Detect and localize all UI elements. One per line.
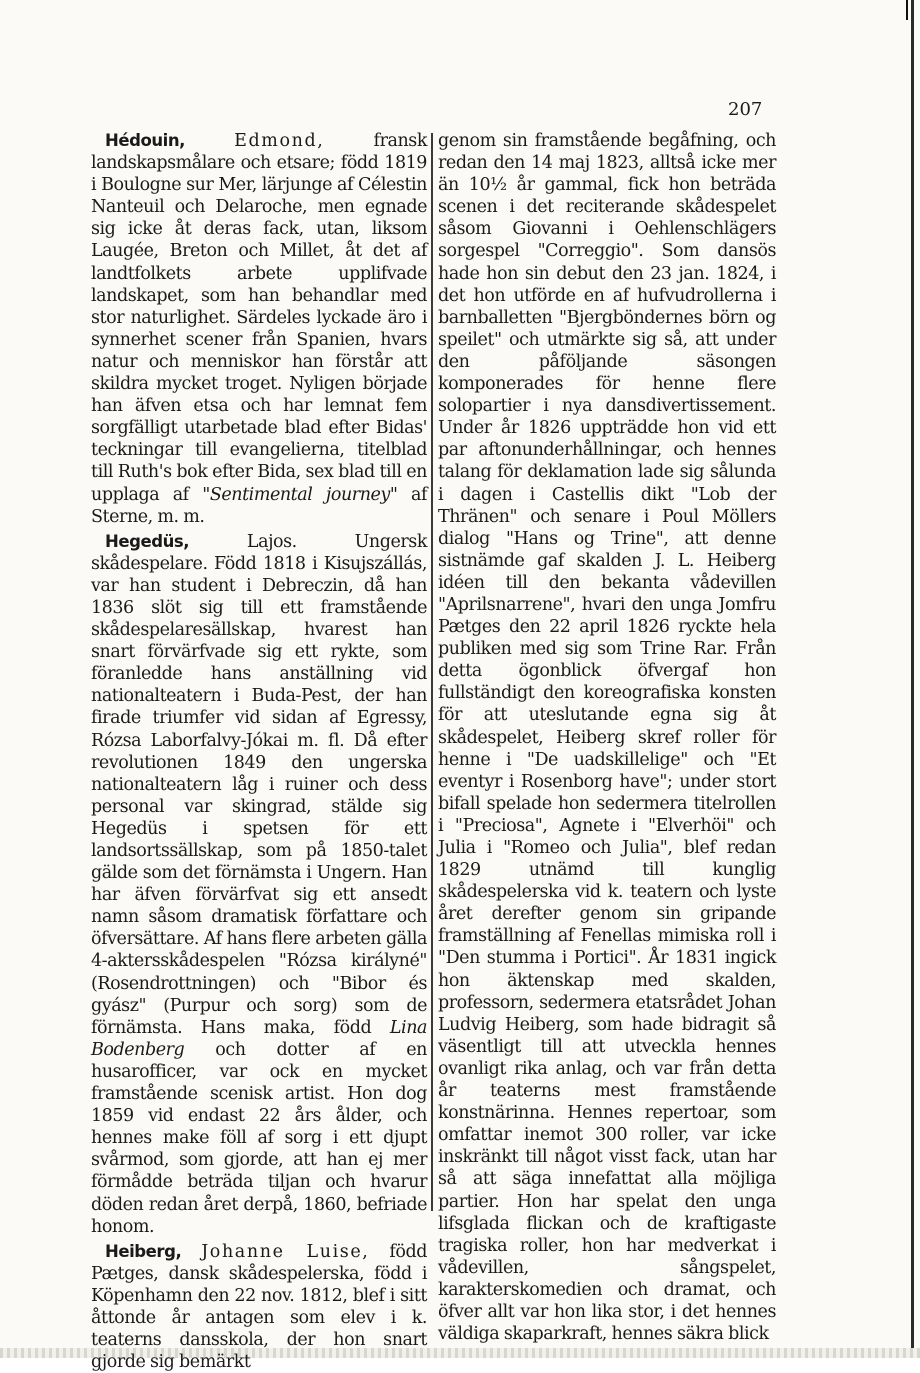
page-edge-right (911, 0, 914, 1358)
entry-text-heiberg: född Pætges, dansk skådespelerska, född i Köpenhamn den 22 nov. 1812, blef i sitt åttonde år antagen som elev i k. teaterns dansskola, der hon snart gjorde sig bemärkt (91, 1241, 427, 1373)
entry-hegedus (91, 531, 427, 1238)
left-column (91, 130, 427, 1373)
entry-heiberg (91, 1241, 427, 1373)
entry-tail-hedouin: af Sterne, m. m. (91, 484, 427, 527)
given-name-hedouin: Edmond, (234, 131, 325, 151)
italic-title-sentimental-journey: "Sentimental journey" (202, 484, 398, 505)
headword-hegedus: Hegedüs, (105, 531, 190, 551)
column-divider (431, 133, 433, 1211)
entry-text-hegedus-2: och dotter af en husarofficer, var ock en mycket framstående scenisk artist. Hon dog 1859 vid endast 22 års ålder, och hennes make föll af sorg i ett djupt svårmod, som gjorde, att han ej mer förmådde beträda tiljan och hvarur döden redan året derpå, 1860, befriade honom. (91, 1039, 427, 1237)
entry-hedouin (91, 130, 427, 528)
page-number: 207 (728, 99, 763, 120)
entry-heiberg-continued: genom sin framstående begåfning, och redan den 14 maj 1823, alltså icke mer än 10½ år gammal, fick hon beträda scenen i det reciterande skådespelet såsom Giovanni i Oehlenschlägers sorgespel "Correggio". Som dansös hade hon sin debut den 23 jan. 1824, i det hon utförde en af hufvudrollerna i barnballetten "Bjergböndernes börn og speilet" och utmärkte sig så, att under den påföljande säsongen komponerades för henne flere solopartier i nya dansdivertissement. Under år 1826 uppträdde hon vid ett par aftonunderhållningar, och hennes talang för deklamation lade sig sålunda i dagen i Castellis dikt "Lob der Thränen" och senare i Poul Möllers dialog "Hans og Trine", att denne sistnämde gaf skalden J. L. Heiberg idéen till den bekanta vådevillen "Aprilsnarrene", hvari den unga Jomfru Pætges den 22 april 1826 ryckte hela publiken med sig som Trine Rar. Från detta ögonblick öfvergaf hon fullständigt den koreografiska konsten för att uteslutande egna sig åt skådespelet, Heiberg skref roller för henne i "De uadskillelige" och "Et eventyr i Rosenborg have"; under stort bifall spelade hon sedermera titelrollen i "Preciosa", Agnete i "Elverhöi" och Julia i "Romeo och Julia", blef redan 1829 utnämd till kunglig skådespelerska vid k. teatern och lyste året derefter genom sin gripande framställning af Fenellas mimiska roll i "Den stumma i Portici". År 1831 ingick hon äktenskap med skalden, professorn, sedermera etatsrådet Johan Ludvig Heiberg, som hade bidragit så väsentligt till att utveckla hennes ovanligt rika anlag, och var från detta år teaterns mest framstående konstnärinna. Hennes repertoar, som omfattar inemot 300 roller, var icke inskränkt till något visst fack, utan har så att säga innefattat alla möjliga partier. Hon har spelat den unga lifsglada flickan och de kraftigaste tragiska roller, hon har medverkat i vådevillen, sångspelet, karakterskomedien och dramat, och öfver allt var hon lika stor, i det hennes väldiga skaparkraft, hennes säkra blick (438, 131, 776, 1345)
right-column (438, 130, 776, 1345)
entry-text-hedouin: fransk landskapsmålare och etsare; född 1819 i Boulogne sur Mer, lärjunge af Célestin Nanteuil och Delaroche, men egnade sig icke åt deras fack, utan, liksom Laugée, Breton och Millet, åt det af landtfolkets arbete upplifvade landskapet, som han behandlar med stor naturlighet. Särdeles lyckade äro i synnerhet scener från Spanien, hvars natur och menniskor han förstår att skildra mycket troget. Nyligen började han äfven etsa och har lemnat fem sorgfälligt utarbetade blad efter Bidas' teckningar till evangelierna, titelblad till Ruth's bok efter Bida, sex blad till en upplaga af (91, 131, 427, 505)
given-name-heiberg: Johanne Luise, (201, 1241, 370, 1262)
italic-name-lina-bodenberg: Lina Bodenberg (91, 1017, 427, 1060)
page-edge-mark (906, 0, 908, 20)
entry-text-hegedus-1: Lajos. Ungersk skådespelare. Född 1818 i Kisujszállás, var han student i Debreczin, då han 1836 slöt sig till ett framstående skådespelaresällskap, hvarest han snart förvärfvade sig ett rykte, som föranledde hans anställning vid nationalteatern i Buda-Pest, der han firade triumfer vid sidan af Egressy, Rózsa Laborfalvy-Jókai m. fl. Då efter revolutionen 1849 den ungerska nationalteatern låg i ruiner och dess personal var skingrad, stälde sig Hegedüs i spetsen för ett landsortssällskap, som på 1850-talet gälde som det förnämsta i Ungern. Han har äfven förvärfvat sig ett ansedt namn såsom dramatisk författare och öfversättare. Af hans flere arbeten gälla 4-aktersskådespelen "Rózsa királyné" (Rosendrottningen) och "Bibor és gyász" (Purpur och sorg) som de förnämsta. Hans maka, född (91, 531, 427, 1038)
headword-heiberg: Heiberg, (105, 1241, 182, 1261)
headword-hedouin: Hédouin, (105, 131, 185, 150)
